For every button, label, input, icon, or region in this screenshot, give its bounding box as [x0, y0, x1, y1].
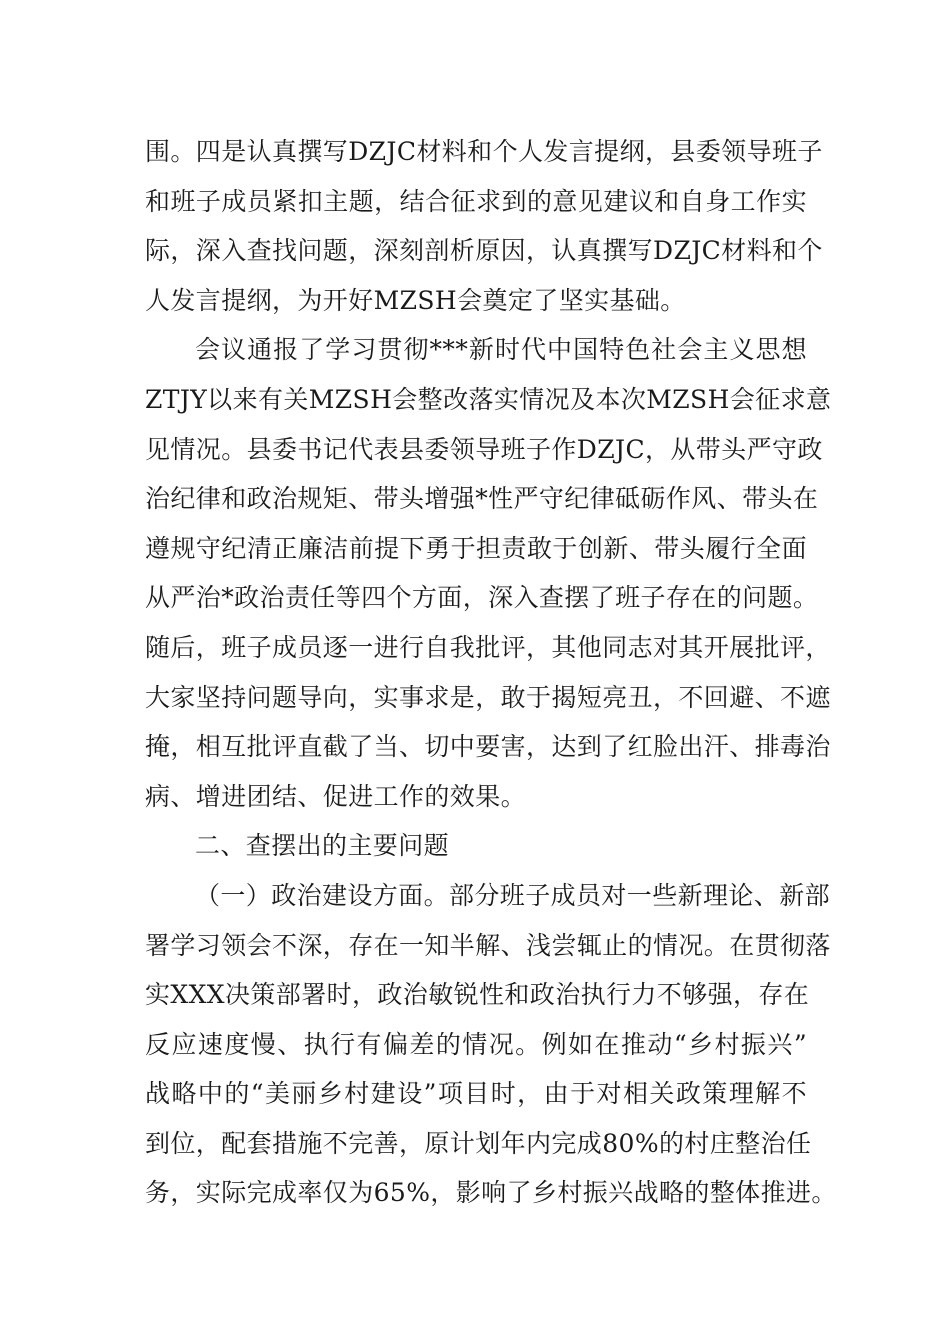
text-line: 病、增进团结、促进工作的效果。: [145, 781, 527, 811]
text-line: 从严治*政治责任等四个方面，深入查摆了班子存在的问题。: [145, 583, 819, 613]
text-line: 实XXX决策部署时，政治敏锐性和政治执行力不够强，存在: [145, 980, 810, 1010]
text-line: ZTJY以来有关MZSH会整改落实情况及本次MZSH会征求意: [145, 384, 832, 414]
text-line: 务，实际完成率仅为65%，影响了乡村振兴战略的整体推进。: [145, 1178, 837, 1208]
text-line: 署学习领会不深，存在一知半解、浅尝辄止的情况。在贯彻落: [145, 930, 831, 960]
text-line: 反应速度慢、执行有偏差的情况。例如在推动“乡村振兴”: [145, 1029, 807, 1059]
text-line: 战略中的“美丽乡村建设”项目时，由于对相关政策理解不: [145, 1079, 807, 1109]
text-line: 随后，班子成员逐一进行自我批评，其他同志对其开展批评，: [145, 632, 831, 662]
text-line: 二、查摆出的主要问题: [195, 831, 450, 861]
text-line: 见情况。县委书记代表县委领导班子作DZJC，从带头严守政: [145, 434, 823, 464]
text-line: 和班子成员紧扣主题，结合征求到的意见建议和自身工作实: [145, 186, 807, 216]
text-line: 大家坚持问题导向，实事求是，敢于揭短亮丑，不回避、不遮: [145, 682, 831, 712]
text-line: 会议通报了学习贯彻***新时代中国特色社会主义思想: [195, 335, 807, 365]
text-line: 人发言提纲，为开好MZSH会奠定了坚实基础。: [145, 285, 686, 315]
document-body: [145, 127, 837, 1218]
text-line: 掩，相互批评直截了当、切中要害，达到了红脸出汗、排毒治: [145, 732, 831, 762]
text-line: （一）政治建设方面。部分班子成员对一些新理论、新部: [195, 880, 831, 910]
text-line: 到位，配套措施不完善，原计划年内完成80%的村庄整治任: [145, 1128, 812, 1158]
text-line: 治纪律和政治规矩、带头增强*性严守纪律砥砺作风、带头在: [145, 484, 819, 514]
text-line: 围。四是认真撰写DZJC材料和个人发言提纲，县委领导班子: [145, 137, 823, 166]
text-line: 遵规守纪清正廉洁前提下勇于担责敢于创新、带头履行全面: [145, 533, 807, 563]
text-line: 际，深入查找问题，深刻剖析原因，认真撰写DZJC材料和个: [145, 236, 823, 266]
